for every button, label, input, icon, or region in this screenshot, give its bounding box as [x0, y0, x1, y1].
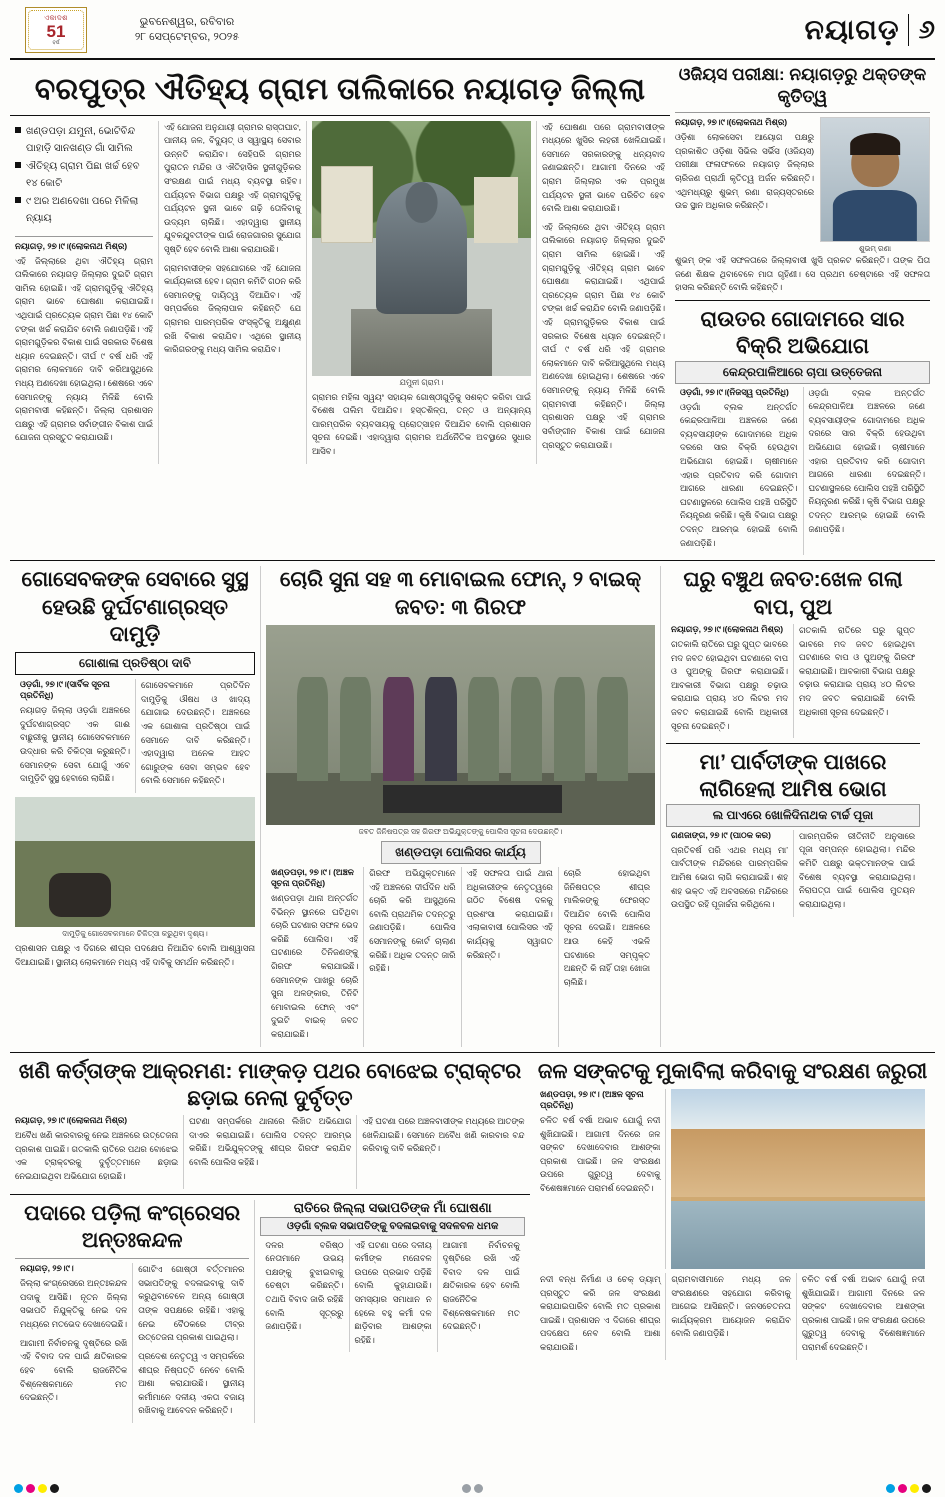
fertilizer-body	[680, 401, 798, 551]
goseva-byline: ଓଡ଼ଗାଁ, ୨୭।୯।(ସାର୍ବିକ ସୂଚନା ପ୍ରତିନିଧି)	[20, 679, 110, 701]
paragraph: ଗ୍ରାମବାସୀଙ୍କ ସହଯୋଗରେ ଏହି ଯୋଜନା କାର୍ଯ୍ୟକାରୀ ହେବ। ଗ୍ରାମ କମିଟି ଗଠନ କରି ସେମାନଙ୍କୁ ଦାୟିତ୍ୱ ଦିଆଯିବ। ଏହି ସମ୍ପର୍କରେ ଜିଲ୍ଲାପାଳ କହିଛନ୍ତି ଯେ ଗ୍ରାମର ପାରମ୍ପରିକ ସଂସ୍କୃତିକୁ ଅକ୍ଷୁଣ୍ଣ ରଖି ବିକାଶ କରାଯିବ। ଏଥିରେ ସ୍ଥାନୀୟ କାରିଗରଙ୍କୁ ମଧ୍ୟ ସାମିଲ କରାଯିବ।	[164, 262, 301, 355]
river-story	[530, 1058, 935, 1423]
river-col-1	[535, 1089, 665, 1269]
right-rail	[670, 64, 935, 555]
list-item	[15, 123, 153, 158]
cmyk-dots-left	[14, 1484, 59, 1493]
dateline-place: ଭୁବନେଶ୍ୱର, ରବିବାର	[139, 16, 235, 29]
bhoga-subhead: ଲ ପାଏରେ ଖୋଳିଦିନାଥକ ଟାର୍ଚ୍ଚ ପୂଜା	[666, 804, 920, 827]
anniversary-logo	[25, 7, 87, 53]
lead-body-2	[164, 121, 301, 357]
edition-name: ନୟାଗଡ଼	[804, 13, 900, 45]
goseva-subhead: ଗୋଶାଳା ପ୍ରତିଷ୍ଠା ଦାବି	[15, 652, 255, 675]
cmyk-dots-right	[886, 1484, 931, 1493]
paragraph: ଏହି ଜିଲ୍ଲାରେ ଥିବା ଐତିହ୍ୟ ଗ୍ରାମ ତାଲିକାରେ ନୟାଗଡ଼ ଜିଲ୍ଲାର ଦୁଇଟି ଗ୍ରାମ ସାମିଲ ହୋଇଛି। ଏହି ଗ୍ରାମଗୁଡ଼ିକୁ ଐତିହ୍ୟ ଗ୍ରାମ ଭାବେ ଘୋଷଣା କରାଯାଇଛି। ଏଥିପାଇଁ ପ୍ରତ୍ୟେକ ଗ୍ରାମ ପିଛା ୧୪ କୋଟି ଟଙ୍କା ଖର୍ଚ୍ଚ କରାଯିବ ବୋଲି ଜଣାପଡ଼ିଛି। ଏହି ଗ୍ରାମଗୁଡ଼ିକର ବିକାଶ ପାଇଁ ସରକାର ବିଶେଷ ଧ୍ୟାନ ଦେଇଛନ୍ତି। ଦୀର୍ଘ ୯ ବର୍ଷ ଧରି ଏହି ଗ୍ରାମର ଲୋକମାନେ ଦାବି କରିଆସୁଥିଲେ ମଧ୍ୟ ଅଣଦେଖା ହୋଇଥିଲା। ଶେଷରେ ଏବେ ସେମାନଙ୍କୁ ନ୍ୟାୟ ମିଳିଛି ବୋଲି ଗ୍ରାମବାସୀ କହିଛନ୍ତି। ଜିଲ୍ଲା ପ୍ରଶାସନ ପକ୍ଷରୁ ଏହି ଗ୍ରାମର ସର୍ବାଙ୍ଗୀନ ବିକାଶ ପାଇଁ ଯୋଜନା ପ୍ରସ୍ତୁତ କରାଯାଉଛି।	[542, 221, 665, 450]
goseva-col-2	[135, 679, 255, 793]
fertilizer-headline: ରାଉତର ଗୋଦାମରେ ସାର ବିକ୍ରି ଅଭିଯୋଗ	[700, 308, 905, 359]
lead-bullets	[15, 121, 153, 232]
theft-story	[260, 566, 660, 1046]
person-figure	[383, 677, 414, 781]
cyan-dot	[886, 1484, 895, 1493]
goseva-story	[10, 566, 260, 1046]
congress-byline: ନୟାଗଡ଼, ୨୭।୯।	[20, 1263, 74, 1274]
paragraph: ଗ୍ରାମବାସୀମାନେ ମଧ୍ୟ ଜଳ ସଂରକ୍ଷଣରେ ସହଯୋଗ କରିବାକୁ ଆଗେଇ ଆସିଛନ୍ତି। ଜନସଚେତନତା କାର୍ଯ୍ୟକ୍ରମ ଆୟୋଜନ କରାଯିବ ବୋଲି ଜଣାପଡ଼ିଛି।	[671, 1273, 791, 1339]
congress-sub-body-2	[355, 1239, 432, 1348]
family-body	[671, 638, 788, 733]
paragraph: ଚଳିତ ବର୍ଷ ବର୍ଷା ଅଭାବ ଯୋଗୁଁ ନଦୀ ଶୁଖିଯାଇଛି। ଆଗାମୀ ଦିନରେ ଜଳ ସଙ୍କଟ ଦେଖାଦେବାର ଆଶଙ୍କା ପ୍ରକାଶ ପାଇଛି। ଜଳ ସଂରକ୍ଷଣ ଉପରେ ଗୁରୁତ୍ୱ ଦେବାକୁ ବିଶେଷଜ୍ଞମାନେ ପରାମର୍ଶ ଦେଇଛନ୍ତି।	[801, 1273, 925, 1352]
divider	[675, 300, 930, 301]
cow-treatment-photo	[15, 797, 255, 927]
statue-head	[405, 182, 438, 223]
list-item	[15, 193, 153, 228]
statue-plinth	[351, 309, 491, 375]
paragraph: ନଦୀ ବନ୍ଧ ନିର୍ମାଣ ଓ ଚେକ୍ ଡ୍ୟାମ୍ ପ୍ରସ୍ତୁତ କରି ଜଳ ସଂରକ୍ଷଣ କରାଯାଇପାରିବ ବୋଲି ମତ ପ୍ରକାଶ ପାଇଛି। ପ୍ରଶାସନ ଏ ଦିଗରେ ଶୀଘ୍ର ପଦକ୍ଷେପ ନେବ ବୋଲି ଆଶା କରାଯାଉଛି।	[540, 1273, 661, 1352]
goseva-body-2	[141, 679, 250, 788]
lead-col-2	[158, 121, 306, 464]
goseva-body-3	[15, 942, 255, 969]
photo-sky	[15, 797, 255, 841]
theft-headline: ଚୋରି ସୁନା ସହ ୩ ମୋବାଇଲ ଫୋନ୍, ୨ ବାଇକ୍ ଜବତ: ୩ ଗିରଫ	[279, 568, 642, 619]
page-number: ୬	[908, 14, 935, 46]
lead-body-4	[542, 121, 665, 453]
logo-top-text: ଏକାଦଶ	[44, 14, 68, 22]
congress-block	[10, 1200, 530, 1423]
dateline	[102, 15, 272, 45]
river-byline: ଖଣ୍ଡପଡ଼ା, ୨୭।୯। (ଅଞ୍ଚଳ ସୂଚନା ପ୍ରତିନିଧି)	[540, 1088, 644, 1110]
bullet-text: ୯ ଅର ଅଣଦେଖା ପରେ ମିଳିଲା ନ୍ୟାୟ	[26, 195, 139, 224]
bhoga-headline: ମା’ ପାର୍ବତୀଙ୍କ ପାଖରେ ଲାଗିହେଲା ଆମିଷ ଭୋଗ	[699, 751, 887, 802]
osc-body-2	[675, 254, 930, 295]
divider	[15, 1258, 249, 1259]
congress-headline: ପଦାରେ ପଡ଼ିଲା କଂଗ୍ରେସର ଅନ୍ତଃକନ୍ଦଳ	[24, 1201, 241, 1252]
paragraph: ପ୍ରତିବର୍ଷ ପରି ଏଥର ମଧ୍ୟ ମା’ ପାର୍ବତୀଙ୍କ ମନ୍ଦିରରେ ପାରମ୍ପରିକ ଆମିଷ ଭୋଗ ଲାଗି କରାଯାଇଛି। ଶହ ଶହ ଭକ୍ତ ଏହି ଅବସରରେ ମନ୍ଦିରରେ ଉପସ୍ଥିତ ରହି ପୂଜାର୍ଚ୍ଚନା କରିଥିଲେ।	[671, 844, 788, 910]
paragraph: ଗୋସେବକମାନେ ପ୍ରତିଦିନ ଦାମୁଡ଼ିକୁ ଔଷଧ ଓ ଖାଦ୍ୟ ଯୋଗାଇ ଦେଉଛନ୍ତି। ଅଞ୍ଚଳରେ ଏକ ଗୋଶାଳା ପ୍ରତିଷ୍ଠା ପାଇଁ ସେମାନେ ଦାବି କରିଛନ୍ତି। ଏହାଦ୍ୱାରା ଅନେକ ଆହତ ଗୋରୁଙ୍କ ସେବା ସମ୍ଭବ ହେବ ବୋଲି ସେମାନେ କହିଛନ୍ତି।	[141, 680, 250, 786]
portrait-body	[833, 190, 917, 242]
wreath-decoration	[28, 10, 84, 50]
cyan-dot	[14, 1484, 23, 1493]
paragraph: ଏହି ଜିଲ୍ଲାରେ ଥିବା ଐତିହ୍ୟ ଗ୍ରାମ ତାଲିକାରେ ନୟାଗଡ଼ ଜିଲ୍ଲାର ଦୁଇଟି ଗ୍ରାମ ସାମିଲ ହୋଇଛି। ଏହି ଗ୍ରାମଗୁଡ଼ିକୁ ଐତିହ୍ୟ ଗ୍ରାମ ଭାବେ ଘୋଷଣା କରାଯାଇଛି। ଏଥିପାଇଁ ପ୍ରତ୍ୟେକ ଗ୍ରାମ ପିଛା ୧୪ କୋଟି ଟଙ୍କା ଖର୍ଚ୍ଚ କରାଯିବ ବୋଲି ଜଣାପଡ଼ିଛି। ଏହି ଗ୍ରାମଗୁଡ଼ିକର ବିକାଶ ପାଇଁ ସରକାର ବିଶେଷ ଧ୍ୟାନ ଦେଇଛନ୍ତି। ଦୀର୍ଘ ୯ ବର୍ଷ ଧରି ଏହି ଗ୍ରାମର ଲୋକମାନେ ଦାବି କରିଆସୁଥିଲେ ମଧ୍ୟ ଅଣଦେଖା ହୋଇଥିଲା। ଶେଷରେ ଏବେ ସେମାନଙ୍କୁ ନ୍ୟାୟ ମିଳିଛି ବୋଲି ଗ୍ରାମବାସୀ କହିଛନ୍ତି। ଜିଲ୍ଲା ପ୍ରଶାସନ ପକ୍ଷରୁ ଏହି ଗ୍ରାମର ସର୍ବାଙ୍ଗୀନ ବିକାଶ ପାଇଁ ଯୋଜନା ପ୍ରସ୍ତୁତ କରାଯାଉଛି।	[15, 255, 153, 443]
mining-headline: ଖଣି କର୍ତ୍ତାଙ୍କ ଆକ୍ରମଣ: ମାଙ୍କଡ଼ ପଥର ବୋଝେଇ ଟ୍ରାକ୍ଟର ଛଡ଼ାଇ ନେଲା ଦୁର୍ବୃତ୍ତ	[18, 1059, 522, 1110]
bhoga-body-2	[799, 830, 915, 912]
fertilizer-body-2	[809, 387, 926, 537]
lead-byline: ନୟାଗଡ଼, ୨୭।୯।(ଲୋକନାଥ ମିଶ୍ର)	[15, 240, 128, 251]
calf-figure	[49, 873, 111, 917]
magenta-dot	[26, 1484, 35, 1493]
mining-body-2	[189, 1115, 351, 1169]
family-byline: ନୟାଗଡ଼, ୨୭।୯।(ଲୋକନାଥ ମିଶ୍ର)	[671, 623, 784, 634]
mining-byline: ନୟାଗଡ଼, ୨୭।୯।(ଲୋକନାଥ ମିଶ୍ର)	[15, 1115, 128, 1126]
family-headline: ଘରୁ ବଞ୍ଚୁଥ ଜବତ:ଖେଳ ଗଲା ବାପ, ପୁଅ	[683, 568, 903, 619]
logo-bottom-text: ବର୍ଷ	[52, 39, 60, 46]
paragraph: ଗିରଫ ଅଭିଯୁକ୍ତମାନେ ଏହି ଅଞ୍ଚଳରେ ଦୀର୍ଘଦିନ ଧରି ଚୋରି କରି ଆସୁଥିଲେ ବୋଲି ପ୍ରାଥମିକ ତଦନ୍ତରୁ ଜଣାପଡ଼ିଛି। ପୋଲିସ ସେମାନଙ୍କୁ କୋର୍ଟ ଚାଲାଣ କରିଛି। ଅଧିକ ତଦନ୍ତ ଜାରି ରହିଛି।	[369, 867, 456, 974]
osc-body	[675, 131, 814, 213]
theft-col-2	[363, 867, 460, 1047]
evidence-table	[383, 785, 562, 813]
congress-body-2	[138, 1263, 244, 1418]
portrait-caption: ଶୁଭମ୍ ରଣା	[858, 244, 892, 254]
paragraph: ଏହି ଘଟଣା ପରେ ଅଞ୍ଚଳବାସୀଙ୍କ ମଧ୍ୟରେ ଆତଙ୍କ ଖେଳିଯାଇଛି। ସେମାନେ ଅବୈଧ ଖଣି କାରବାର ବନ୍ଦ କରିବାକୁ ଦାବି କରିଛନ୍ତି।	[362, 1116, 525, 1154]
water-channel	[671, 1201, 925, 1269]
lead-col-3	[306, 121, 536, 464]
paragraph: ଶୁଭମ୍ ଙ୍କ ଏହି ସଫଳତାରେ ଜିଲ୍ଲାବାସୀ ଖୁସି ପ୍ରକଟ କରିଛନ୍ତି। ତାଙ୍କ ପିତା ଜଣେ ଶିକ୍ଷକ ଥିବାବେଳେ ମାତା ଗୃହିଣୀ। ସେ ପ୍ରଥମ ଚେଷ୍ଟାରେ ଏହି ସଫଳତା ହାସଲ କରିଛନ୍ତି ବୋଲି କହିଛନ୍ତି।	[675, 255, 930, 293]
magenta-dot	[898, 1484, 907, 1493]
registration-marks	[0, 1484, 945, 1493]
theft-body-2	[369, 867, 455, 976]
divider	[675, 112, 930, 113]
family-col-1	[666, 624, 793, 738]
paragraph: ଏହି ଯୋଜନା ଅନୁଯାୟୀ ଗ୍ରାମର ରାସ୍ତାଘାଟ, ପାନୀୟ ଜଳ, ବିଦ୍ୟୁତ୍ ଓ ସ୍ୱାସ୍ଥ୍ୟ ସେବାର ଉନ୍ନତି କରାଯିବ। ସେହିପରି ଗ୍ରାମର ପୁରାତନ ମନ୍ଦିର ଓ ଐତିହାସିକ ସ୍ଥଳୀଗୁଡ଼ିକର ସଂରକ୍ଷଣ ପାଇଁ ମଧ୍ୟ ବ୍ୟବସ୍ଥା ରହିବ। ପର୍ଯ୍ୟଟନ ବିଭାଗ ପକ୍ଷରୁ ଏହି ଗ୍ରାମଗୁଡ଼ିକୁ ପର୍ଯ୍ୟଟନ ସ୍ଥଳୀ ଭାବେ ଗଢ଼ି ତୋଳିବାକୁ ଉଦ୍ୟମ ଚାଲିଛି। ଏହାଦ୍ୱାରା ସ୍ଥାନୀୟ ଯୁବକଯୁବତୀଙ୍କ ପାଇଁ ରୋଜଗାରର ସୁଯୋଗ ସୃଷ୍ଟି ହେବ ବୋଲି ଆଶା କରାଯାଉଛି।	[164, 121, 301, 254]
yellow-dot	[38, 1484, 47, 1493]
gray-dot	[462, 1484, 471, 1493]
paragraph: ଆଗାମୀ ନିର୍ବାଚନକୁ ଦୃଷ୍ଟିରେ ରଖି ଏହି ବିବାଦ ଦଳ ପାଇଁ କ୍ଷତିକାରକ ହେବ ବୋଲି ରାଜନୈତିକ ବିଶ୍ଳେଷକମାନେ ମତ ଦେଇଛନ୍ତି।	[20, 1337, 128, 1403]
gray-dot	[474, 1484, 483, 1493]
right-rail-middle	[660, 566, 925, 1046]
bullet-text: ଖଣ୍ଡପଡ଼ା ଯମୁନୀ, ଭୋଟିବିନ୍ଦ ପାହାଡ଼ି ସାନଖଣ୍ଡ ଗାଁ ସାମିଲ	[26, 125, 136, 154]
goseva-headline: ଗୋସେବକଙ୍କ ସେବାରେ ସୁସ୍ଥ ହେଉଛି ଦୁର୍ଘଟଣାଗ୍ରସ୍ତ ଦାମୁଡ଼ି	[21, 568, 249, 646]
building-right	[474, 177, 518, 243]
candidate-portrait	[820, 117, 930, 242]
congress-sub-col-3	[437, 1239, 525, 1353]
black-dot	[50, 1484, 59, 1493]
river-col-3	[665, 1273, 795, 1360]
osc-exam-headline: ଓଜିୟସ ପରୀକ୍ଷା: ନୟାଗଡ଼ରୁ ଥକ୍ତଙ୍କ କୃତିତ୍ୱ	[678, 65, 927, 107]
paragraph: ଗତକାଲି ରାତିରେ ଘରୁ ଗୁପ୍ତ ଭାବରେ ମଦ ଜବତ ହୋଇଥିବା ଘଟଣାରେ ବାପ ଓ ପୁଅଙ୍କୁ ଗିରଫ କରାଯାଇଛି। ଆବକାରୀ ବିଭାଗ ପକ୍ଷରୁ ଚଢ଼ାଉ କରାଯାଇ ପ୍ରାୟ ୪୦ ଲିଟର ମଦ ଜବତ କରାଯାଇଛି ବୋଲି ଅଧିକାରୀ ସୂଚନା ଦେଇଛନ୍ତି।	[671, 638, 788, 731]
mining-col-1	[10, 1115, 183, 1188]
divider	[15, 236, 153, 237]
congress-sub-col-1	[260, 1239, 348, 1353]
dry-river-photo	[671, 1089, 925, 1269]
river-body-1	[540, 1114, 660, 1196]
paragraph: ଦଳର ବରିଷ୍ଠ ନେତାମାନେ ଉଭୟ ପକ୍ଷଙ୍କୁ ବୁଝାଇବାକୁ ଚେଷ୍ଟା କରିଛନ୍ତି। ତଥାପି ବିବାଦ ଜାରି ରହିଛି ବୋଲି ସୂତ୍ରରୁ ଜଣାପଡ଼ିଛି।	[265, 1239, 344, 1332]
family-body-2	[799, 624, 915, 719]
top-area	[10, 64, 935, 555]
person-figure	[511, 677, 542, 781]
river-headline: ଜଳ ସଙ୍କଟକୁ ମୁକାବିଲା କରିବାକୁ ସଂରକ୍ଷଣ ଜରୁରୀ	[537, 1059, 928, 1083]
theft-subhead: ଖଣ୍ଡପଡ଼ା ପୋଲିସର କାର୍ଯ୍ୟ	[381, 841, 541, 864]
paragraph: ଗୋଟିଏ ଗୋଷ୍ଠୀ ବର୍ତ୍ତମାନର ସଭାପତିଙ୍କୁ ବଦଳାଇବାକୁ ଦାବି କରୁଥିବାବେଳେ ଅନ୍ୟ ଗୋଷ୍ଠୀ ତାଙ୍କ ସପକ୍ଷରେ ରହିଛି। ଏହାକୁ ନେଇ ବୈଠକରେ ତୀବ୍ର ଉତ୍ତେଜନା ପ୍ରକାଶ ପାଇଥିଲା।	[138, 1264, 245, 1343]
photo-sky	[671, 1089, 925, 1129]
fertilizer-subhead: କେନ୍ଦ୍ରପାଳିଆରେ ଚାପା ଉତ୍ତେଜନା	[675, 361, 930, 384]
list-item	[15, 158, 153, 193]
congress-sub-col-2	[349, 1239, 437, 1353]
congress-sub-headline: ରାତିରେ ଜିଲ୍ଲା ସଭାପତିଙ୍କ ମାଁ ଘୋଷଣା	[293, 1199, 492, 1215]
person-figure	[425, 677, 456, 781]
paragraph: ଚୋରି ହୋଇଥିବା ଜିନିଷପତ୍ର ଶୀଘ୍ର ମାଲିକଙ୍କୁ ଫେରସ୍ତ ଦିଆଯିବ ବୋଲି ପୋଲିସ ସୂଚନା ଦେଇଛି। ଅଞ୍ଚଳରେ ଆଉ କେହି ଏଭଳି ଘଟଣାରେ ସମ୍ପୃକ୍ତ ଅଛନ୍ତି କି ନାହିଁ ତାହା ଖୋଜା ଚାଲିଛି।	[563, 867, 650, 987]
police-photo-caption: ଜବତ ଜିନିଷପତ୍ର ସହ ଗିରଫ ଅଭିଯୁକ୍ତଙ୍କୁ ପୋଲିସ ସୂଚନା ଦେଉଛନ୍ତି।	[358, 826, 563, 836]
fertilizer-col-1	[675, 387, 803, 556]
mining-body-1	[15, 1129, 178, 1183]
dateline-date: ୨୮ ସେପ୍ଟେମ୍ବର, ୨୦୨୫	[134, 31, 240, 43]
bhoga-col-2	[793, 830, 920, 917]
river-body-2	[540, 1273, 660, 1355]
congress-col-2	[132, 1263, 249, 1423]
paragraph: ଓଡ଼ିଶା ଲୋକସେବା ଆୟୋଗ ପକ୍ଷରୁ ପ୍ରକାଶିତ ଓଡ଼ିଶା ସିଭିଲ ସର୍ଭିସ (ଓଜିୟସ) ପରୀକ୍ଷା ଫଳାଫଳରେ ନୟାଗଡ଼ ଜିଲ୍ଲାର ଚାରିଜଣ ପ୍ରାର୍ଥୀ କୃତିତ୍ୱ ଅର୍ଜନ କରିଛନ୍ତି। ଏଥିମଧ୍ୟରୁ ଶୁଭମ୍ ରଣା ରାଜ୍ୟସ୍ତରରେ ଉଚ୍ଚ ସ୍ଥାନ ଅଧିକାର କରିଛନ୍ତି।	[675, 132, 814, 211]
paragraph: ଗ୍ରାମର ମହିଳା ସ୍ୱୟଂ ସହାୟକ ଗୋଷ୍ଠୀଗୁଡ଼ିକୁ ସଶକ୍ତ କରିବା ପାଇଁ ବିଶେଷ ତାଲିମ ଦିଆଯିବ। ହସ୍ତଶିଳ୍ପ, ତନ୍ତ ଓ ଅନ୍ୟାନ୍ୟ ପାରମ୍ପରିକ ବ୍ୟବସାୟକୁ ପ୍ରୋତ୍ସାହନ ଦିଆଯିବ ବୋଲି ପ୍ରଶାସନ ସୂଚନା ଦେଇଛି। ଏହାଦ୍ୱାରା ଗ୍ରାମର ଅର୍ଥନୈତିକ ଅବସ୍ଥାରେ ସୁଧାର ଆସିବ।	[312, 391, 531, 456]
paragraph: ଓଡ଼ଗାଁ ବ୍ଲକ ଅନ୍ତର୍ଗତ କେନ୍ଦ୍ରପାଳିଆ ଅଞ୍ଚଳରେ ଜଣେ ବ୍ୟବସାୟୀଙ୍କ ଗୋଦାମରେ ଅଧିକ ଦରରେ ସାର ବିକ୍ରି ହେଉଥିବା ଅଭିଯୋଗ ହୋଇଛି। ଚାଷୀମାନେ ଏହାର ପ୍ରତିବାଦ କରି ଗୋଦାମ ଆଗରେ ଧାରଣା ଦେଇଛନ୍ତି। ଘଟଣାସ୍ଥଳରେ ପୋଲିସ ପହଞ୍ଚି ପରିସ୍ଥିତି ନିୟନ୍ତ୍ରଣ କରିଛି। କୃଷି ବିଭାଗ ପକ୍ଷରୁ ତଦନ୍ତ ଆରମ୍ଭ ହୋଇଛି ବୋଲି ଜଣାପଡ଼ିଛି।	[808, 387, 925, 534]
divider	[666, 743, 920, 744]
congress-sub-body-3	[443, 1239, 520, 1334]
river-col-2	[535, 1273, 665, 1360]
fertilizer-byline: ଓଡ଼ଗାଁ, ୨୭।୯।(ନିଜସ୍ୱ ପ୍ରତିନିଧି)	[680, 386, 789, 397]
river-body-3	[671, 1273, 790, 1341]
person-figure	[597, 677, 628, 781]
paragraph: ଓଡ଼ଗାଁ ବ୍ଲକ ଅନ୍ତର୍ଗତ କେନ୍ଦ୍ରପାଳିଆ ଅଞ୍ଚଳରେ ଜଣେ ବ୍ୟବସାୟୀଙ୍କ ଗୋଦାମରେ ଅଧିକ ଦରରେ ସାର ବିକ୍ରି ହେଉଥିବା ଅଭିଯୋଗ ହୋଇଛି। ଚାଷୀମାନେ ଏହାର ପ୍ରତିବାଦ କରି ଗୋଦାମ ଆଗରେ ଧାରଣା ଦେଇଛନ୍ତି। ଘଟଣାସ୍ଥଳରେ ପୋଲିସ ପହଞ୍ଚି ପରିସ୍ଥିତି ନିୟନ୍ତ୍ରଣ କରିଛି। କୃଷି ବିଭାଗ ପକ୍ଷରୁ ତଦନ୍ତ ଆରମ୍ଭ ହୋଇଛି ବୋଲି ଜଣାପଡ଼ିଛି।	[680, 401, 798, 548]
cow-photo-caption: ଦାମୁଡ଼ିକୁ ଗୋସେବକମାନେ ଚିକିତ୍ସା କରୁଥିବା ଦୃଶ୍ୟ।	[62, 929, 208, 939]
paragraph: ପ୍ରଶାସନ ପକ୍ଷରୁ ଏ ଦିଗରେ ଶୀଘ୍ର ପଦକ୍ଷେପ ନିଆଯିବ ବୋଲି ଆଶ୍ୱାସନା ଦିଆଯାଇଛି। ସ୍ଥାନୀୟ ଲୋକମାନେ ମଧ୍ୟ ଏହି ଦାବିକୁ ସମର୍ଥନ କରିଛନ୍ତି।	[15, 943, 255, 967]
paragraph: ଜିଲ୍ଲା କଂଗ୍ରେସରେ ଅନ୍ତଃକନ୍ଦଳ ପଦାକୁ ଆସିଛି। ନୂତନ ଜିଲ୍ଲା ସଭାପତି ନିଯୁକ୍ତିକୁ ନେଇ ଦଳ ମଧ୍ୟରେ ମତଭେଦ ଦେଖାଦେଇଛି।	[20, 1278, 128, 1330]
masthead	[10, 6, 935, 60]
bullet-square-icon	[15, 197, 21, 203]
mining-col-2	[183, 1115, 356, 1188]
congress-sub	[254, 1200, 530, 1423]
congress-sub-body-1	[265, 1239, 343, 1334]
goseva-col-1	[15, 679, 135, 793]
fertilizer-col-2	[803, 387, 931, 556]
lead-body-3	[312, 391, 531, 459]
person-figure	[297, 677, 328, 781]
divider	[10, 1194, 530, 1195]
theft-body-3	[467, 867, 553, 962]
bullet-square-icon	[15, 127, 21, 133]
mining-body-3	[362, 1115, 524, 1156]
logo-wrap	[10, 7, 102, 53]
bhoga-byline: ଗଣଜାଙ୍ଗ, ୨୭।୯ (ପାଠକ କର)	[671, 829, 771, 840]
logo-number: 51	[46, 21, 66, 41]
lead-headline: ବରପୁତ୍ର ଐତିହ୍ୟ ଗ୍ରାମ ତାଲିକାରେ ନୟାଗଡ଼ ଜିଲ୍ଲା	[34, 73, 646, 106]
lower-band	[10, 1058, 935, 1423]
paragraph: ଚଳିତ ବର୍ଷ ବର୍ଷା ଅଭାବ ଯୋଗୁଁ ନଦୀ ଶୁଖିଯାଇଛି। ଆଗାମୀ ଦିନରେ ଜଳ ସଙ୍କଟ ଦେଖାଦେବାର ଆଶଙ୍କା ପ୍ରକାଶ ପାଇଛି। ଜଳ ସଂରକ୍ଷଣ ଉପରେ ଗୁରୁତ୍ୱ ଦେବାକୁ ବିଶେଷଜ୍ଞମାନେ ପରାମର୍ଶ ଦେଇଛନ୍ତି।	[540, 1114, 661, 1193]
theft-col-4	[558, 867, 655, 1047]
theft-col-1	[266, 867, 363, 1047]
lead-col-1	[10, 121, 158, 464]
paragraph: ଏହି ସଫଳତା ପାଇଁ ଥାନା ଅଧିକାରୀଙ୍କ ନେତୃତ୍ୱରେ ଗଠିତ ବିଶେଷ ଦଳକୁ ପ୍ରଶଂସା କରାଯାଇଛି। ଏଲାକାବାସୀ ପୋଲିସର ଏହି କାର୍ଯ୍ୟକୁ ସ୍ୱାଗତ କରିଛନ୍ତି।	[466, 867, 553, 960]
paragraph: ଅବୈଧ ଖଣି କାରବାରକୁ ନେଇ ଅଞ୍ଚଳରେ ଉତ୍ତେଜନା ପ୍ରକାଶ ପାଇଛି। ଗତକାଲି ରାତିରେ ପଥର ବୋଝେଇ ଏକ ଟ୍ରାକ୍ଟରକୁ ଦୁର୍ବୃତ୍ତମାନେ ଛଡ଼ାଇ ନେଇଯାଇଥିବା ଅଭିଯୋଗ ହୋଇଛି।	[15, 1130, 179, 1182]
river-col-4	[796, 1273, 930, 1360]
black-dot	[922, 1484, 931, 1493]
sand-bed	[671, 1129, 925, 1201]
paragraph: ପ୍ରଦେଶ ନେତୃତ୍ୱ ଏ ସମ୍ପର୍କରେ ଶୀଘ୍ର ନିଷ୍ପତ୍ତି ନେବେ ବୋଲି ଆଶା କରାଯାଉଛି। ସ୍ଥାନୀୟ କର୍ମୀମାନେ ଦଳୀୟ ଏକତା ବଜାୟ ରଖିବାକୁ ଆବେଦନ କରିଛନ୍ତି।	[138, 1350, 245, 1416]
theft-body-4	[564, 867, 650, 989]
yellow-dot	[910, 1484, 919, 1493]
theft-byline: ଖଣ୍ଡପଡ଼ା, ୨୭।୯। (ଅଞ୍ଚଳ ସୂଚନା ପ୍ରତିନିଧି)	[271, 866, 354, 888]
congress-body-1	[20, 1277, 127, 1404]
lead-col-4	[536, 121, 670, 464]
bhoga-body-1	[671, 844, 788, 912]
paragraph: ଏହି ଘଟଣା ପରେ ଦଳୀୟ କର୍ମୀଙ୍କ ମନୋବଳ ଉପରେ ପ୍ରଭାବ ପଡ଼ିଛି ବୋଲି କୁହାଯାଉଛି। ସମସ୍ୟାର ସମାଧାନ ନ ହେଲେ ବହୁ କର୍ମୀ ଦଳ ଛାଡ଼ିବାର ଆଶଙ୍କା ରହିଛି।	[354, 1239, 432, 1345]
congress-sub-deck: ଓଡ଼ଗାଁ ବ୍ଲକ ସଭାପତିଙ୍କୁ ବଦଳାଇବାକୁ ସଦଳବଳ ଧମକ	[260, 1217, 525, 1236]
paragraph: ଏହି ଘୋଷଣା ପରେ ଗ୍ରାମବାସୀଙ୍କ ମଧ୍ୟରେ ଖୁସିର ଲହରୀ ଖେଳିଯାଇଛି। ସେମାନେ ସରକାରଙ୍କୁ ଧନ୍ୟବାଦ ଜଣାଇଛନ୍ତି। ଆଗାମୀ ଦିନରେ ଏହି ଗ୍ରାମ ଜିଲ୍ଲାର ଏକ ପ୍ରମୁଖ ପର୍ଯ୍ୟଟନ ସ୍ଥଳୀ ଭାବେ ପରିଚିତ ହେବ ବୋଲି ଆଶା କରାଯାଉଛି।	[542, 121, 665, 214]
family-col-2	[793, 624, 920, 738]
cmyk-dots-center	[462, 1484, 483, 1493]
divider	[10, 115, 670, 116]
police-photo	[266, 625, 655, 825]
theft-col-3	[461, 867, 558, 1047]
bullet-square-icon	[15, 162, 21, 168]
paragraph: ଘଟଣା ସମ୍ପର୍କରେ ଥାନାରେ ଲିଖିତ ଅଭିଯୋଗ ଦାଏର କରାଯାଇଛି। ପୋଲିସ ତଦନ୍ତ ଆରମ୍ଭ କରିଛି। ଅଭିଯୁକ୍ତଙ୍କୁ ଶୀଘ୍ର ଗିରଫ କରାଯିବ ବୋଲି ପୋଲିସ କହିଛି।	[189, 1116, 352, 1168]
paragraph: ଆଗାମୀ ନିର୍ବାଚନକୁ ଦୃଷ୍ଟିରେ ରଖି ଏହି ବିବାଦ ଦଳ ପାଇଁ କ୍ଷତିକାରକ ହେବ ବୋଲି ରାଜନୈତିକ ବିଶ୍ଳେଷକମାନେ ମତ ଦେଇଛନ୍ତି।	[442, 1239, 520, 1332]
paragraph: ଗତକାଲି ରାତିରେ ଘରୁ ଗୁପ୍ତ ଭାବରେ ମଦ ଜବତ ହୋଇଥିବା ଘଟଣାରେ ବାପ ଓ ପୁଅଙ୍କୁ ଗିରଫ କରାଯାଇଛି। ଆବକାରୀ ବିଭାଗ ପକ୍ଷରୁ ଚଢ଼ାଉ କରାଯାଇ ପ୍ରାୟ ୪୦ ଲିଟର ମଦ ଜବତ କରାଯାଇଛି ବୋଲି ଅଧିକାରୀ ସୂଚନା ଦେଇଛନ୍ତି।	[799, 624, 915, 717]
paragraph: ଖଣ୍ଡପଡ଼ା ଥାନା ଅନ୍ତର୍ଗତ ବିଭିନ୍ନ ସ୍ଥାନରେ ଘଟିଥିବା ଚୋରି ଘଟଣାର ସଫଳ ଭେଦ କରିଛି ପୋଲିସ। ଏହି ଘଟଣାରେ ତିନିଜଣଙ୍କୁ ଗିରଫ କରାଯାଇଛି। ସେମାନଙ୍କ ପାଖରୁ ଚୋରି ସୁନା ଅଳଙ୍କାର, ତିନିଟି ମୋବାଇଲ ଫୋନ୍ ଏବଂ ଦୁଇଟି ବାଇକ୍ ଜବତ କରାଯାଇଛି।	[271, 892, 359, 1039]
mining-col-3	[356, 1115, 529, 1188]
building-left	[321, 166, 374, 243]
edition-block	[805, 14, 935, 47]
paragraph: ନୟାଗଡ଼ ଜିଲ୍ଲା ଓଡ଼ଗାଁ ଅଞ୍ଚଳରେ ଦୁର୍ଘଟଣାଗ୍ରସ୍ତ ଏକ ଗାଈ ବାଛୁରୀକୁ ସ୍ଥାନୀୟ ଗୋସେବକମାନେ ଉଦ୍ଧାର କରି ଚିକିତ୍ସା କରୁଛନ୍ତି। ସେମାନଙ୍କ ସେବା ଯୋଗୁଁ ଏବେ ଦାମୁଡ଼ିଟି ସୁସ୍ଥ ହେବାରେ ଲାଗିଛି।	[20, 705, 130, 784]
divider	[10, 560, 935, 561]
person-figure	[340, 677, 371, 781]
theft-body-1	[271, 892, 358, 1042]
lead-story	[10, 64, 670, 555]
middle-band	[10, 566, 935, 1046]
goseva-body-1	[20, 704, 130, 786]
statue-photo	[312, 121, 531, 376]
divider	[10, 1052, 935, 1053]
person-figure	[554, 677, 585, 781]
river-photo-col	[665, 1089, 930, 1269]
congress-col-1	[15, 1263, 132, 1423]
osc-byline: ନୟାଗଡ଼, ୨୭।୯।(ଲୋକନାଥ ମିଶ୍ର)	[675, 117, 788, 128]
paragraph: ପାରମ୍ପରିକ ରୀତିନୀତି ଅନୁସାରେ ପୂଜା ସମ୍ପନ୍ନ ହୋଇଥିଲା। ମନ୍ଦିର କମିଟି ପକ୍ଷରୁ ଭକ୍ତମାନଙ୍କ ପାଇଁ ବିଶେଷ ବ୍ୟବସ୍ଥା କରାଯାଇଥିଲା। ନିରାପତ୍ତା ପାଇଁ ପୋଲିସ ମୁତୟନ କରାଯାଇଥିଲା।	[799, 830, 915, 909]
bhoga-col-1	[666, 830, 793, 917]
portrait-hair	[850, 133, 900, 155]
bullet-text: ଐତିହ୍ୟ ଗ୍ରାମ ପିଛା ଖର୍ଚ୍ଚ ହେବ ୧୪ କୋଟି	[26, 160, 140, 189]
lower-left	[10, 1058, 530, 1423]
congress-main	[10, 1200, 254, 1423]
river-body-4	[802, 1273, 925, 1355]
statue-photo-caption: ଯମୁନୀ ଗ୍ରାମ।	[399, 377, 444, 387]
person-figure	[468, 677, 499, 781]
lead-body-1	[15, 255, 153, 446]
